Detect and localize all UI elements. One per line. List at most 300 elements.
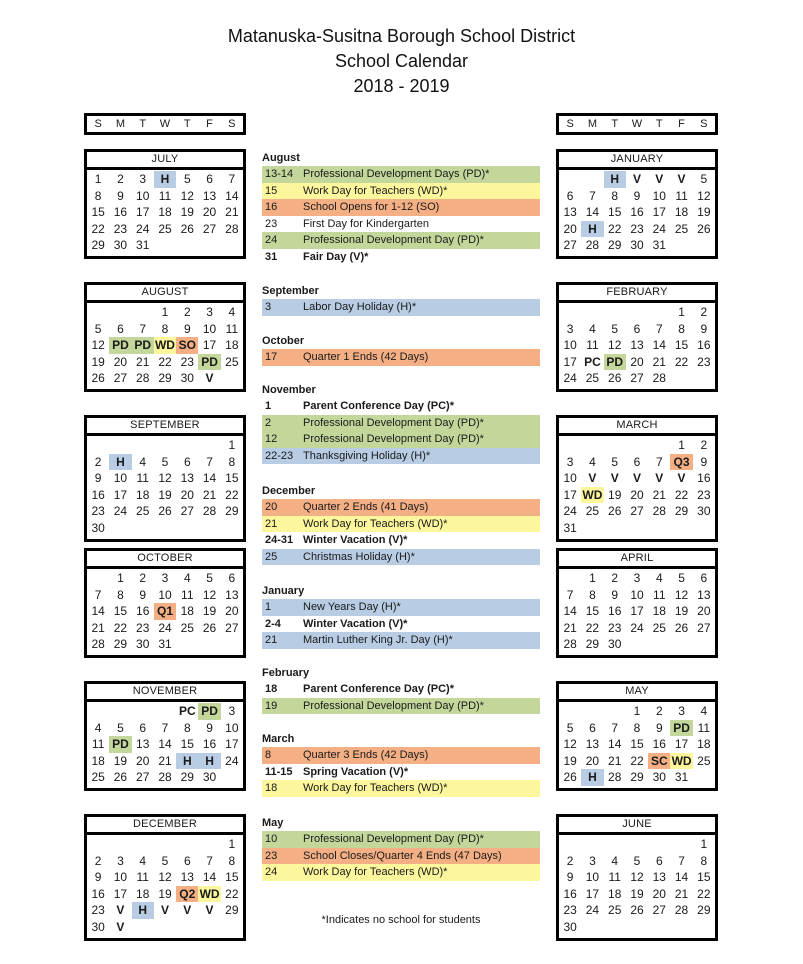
event-row bbox=[262, 199, 540, 216]
day-cell: 28 bbox=[652, 371, 666, 386]
day-cell: 20 bbox=[563, 221, 577, 236]
event-description: First Day for Kindergarten bbox=[303, 217, 429, 230]
day-cell: 18 bbox=[136, 487, 150, 502]
day-cell: 21 bbox=[202, 487, 217, 502]
event-row bbox=[262, 532, 540, 549]
day-cell bbox=[154, 919, 176, 936]
event-date: 1 bbox=[265, 601, 272, 613]
weekday-label: T bbox=[139, 118, 147, 130]
day-cell: 20 bbox=[136, 753, 150, 768]
day-cell: 29 bbox=[608, 238, 622, 253]
day-cell: 4 bbox=[228, 305, 236, 319]
day-grid bbox=[559, 303, 715, 389]
event-date: 3 bbox=[265, 301, 272, 313]
month-name: NOVEMBER bbox=[87, 684, 243, 702]
event-month-heading: December bbox=[262, 485, 316, 497]
day-cell: 9 bbox=[94, 870, 102, 885]
weekday-header-right bbox=[556, 113, 718, 135]
day-cell: 2 bbox=[117, 172, 124, 186]
day-cell: 7 bbox=[611, 720, 619, 735]
day-cell: 2 bbox=[94, 454, 102, 469]
day-cell: 9 bbox=[700, 321, 708, 336]
month-name: JUNE bbox=[559, 817, 715, 835]
event-description: Christmas Holiday (H)* bbox=[303, 550, 415, 563]
day-cell: 19 bbox=[563, 753, 577, 768]
day-cell bbox=[154, 703, 176, 720]
day-cell: 2 bbox=[183, 305, 191, 319]
day-cell: 27 bbox=[652, 903, 666, 918]
day-cell: 24 bbox=[158, 620, 172, 635]
day-cell: 1 bbox=[678, 305, 685, 319]
day-cell bbox=[648, 520, 670, 537]
day-cell: 6 bbox=[183, 853, 191, 868]
day-cell: 2 bbox=[700, 438, 708, 452]
event-group-september bbox=[262, 283, 540, 316]
day-cell: 31 bbox=[652, 238, 666, 253]
day-cell: V bbox=[116, 919, 125, 934]
day-cell bbox=[109, 437, 131, 454]
day-cell: 3 bbox=[566, 321, 574, 336]
day-cell: 14 bbox=[91, 604, 105, 619]
day-cell: 3 bbox=[589, 853, 596, 868]
day-cell: 16 bbox=[630, 205, 644, 220]
day-cell: 14 bbox=[158, 737, 172, 752]
day-cell: 5 bbox=[611, 454, 619, 469]
day-cell bbox=[154, 237, 176, 254]
day-cell: 19 bbox=[630, 886, 644, 901]
day-cell: 22 bbox=[674, 354, 689, 369]
day-cell bbox=[648, 304, 670, 321]
day-cell bbox=[604, 703, 626, 720]
day-cell: 3 bbox=[206, 305, 213, 319]
day-cell: 14 bbox=[563, 604, 577, 619]
day-cell bbox=[648, 636, 670, 653]
day-cell: 16 bbox=[608, 604, 622, 619]
day-cell bbox=[132, 703, 154, 720]
day-cell bbox=[176, 520, 198, 537]
day-cell bbox=[221, 520, 243, 537]
day-cell: 4 bbox=[655, 571, 663, 585]
day-cell: PD bbox=[132, 337, 154, 354]
day-cell: 22 bbox=[158, 354, 172, 369]
day-cell: 26 bbox=[563, 770, 577, 785]
day-cell: 15 bbox=[225, 471, 239, 486]
day-cell: 25 bbox=[697, 753, 711, 768]
weekday-label: S bbox=[566, 118, 574, 130]
day-cell bbox=[581, 703, 603, 720]
day-cell: 1 bbox=[633, 704, 641, 718]
day-cell bbox=[559, 836, 581, 853]
day-cell: 4 bbox=[589, 454, 596, 469]
day-cell: 5 bbox=[678, 571, 685, 585]
day-cell: 29 bbox=[697, 903, 711, 918]
day-cell: 17 bbox=[113, 487, 128, 502]
day-cell: 28 bbox=[158, 770, 172, 785]
day-cell: 7 bbox=[589, 188, 596, 203]
day-cell: 23 bbox=[630, 221, 644, 236]
weekday-label: S bbox=[700, 118, 708, 130]
day-cell: 14 bbox=[608, 737, 622, 752]
month-name: MARCH bbox=[559, 418, 715, 436]
day-cell bbox=[559, 171, 581, 188]
day-cell: 30 bbox=[136, 637, 150, 652]
day-cell bbox=[626, 919, 648, 936]
day-cell: 12 bbox=[158, 471, 172, 486]
day-cell: 30 bbox=[91, 919, 105, 934]
event-date: 21 bbox=[265, 634, 278, 646]
day-cell: 12 bbox=[563, 737, 577, 752]
day-cell: 9 bbox=[183, 321, 191, 336]
day-cell: 27 bbox=[202, 221, 217, 236]
event-row bbox=[262, 599, 540, 616]
day-cell: PD bbox=[198, 703, 220, 720]
weekday-label: S bbox=[228, 118, 236, 130]
day-cell: WD bbox=[582, 487, 603, 502]
day-cell: 10 bbox=[652, 188, 666, 203]
day-cell: 1 bbox=[117, 571, 124, 585]
day-cell: 18 bbox=[91, 753, 105, 768]
event-row bbox=[262, 448, 540, 465]
day-cell bbox=[626, 437, 648, 454]
day-cell: 26 bbox=[608, 504, 622, 519]
day-cell: 29 bbox=[630, 770, 644, 785]
day-cell: 1 bbox=[94, 172, 102, 186]
event-group-march bbox=[262, 731, 540, 797]
event-date: 20 bbox=[265, 501, 278, 513]
day-cell: 30 bbox=[180, 371, 194, 386]
day-cell: 12 bbox=[91, 338, 105, 353]
day-cell: 3 bbox=[139, 172, 147, 186]
day-cell: 22 bbox=[674, 487, 689, 502]
day-cell: 15 bbox=[630, 737, 644, 752]
day-cell bbox=[670, 919, 692, 936]
day-cell bbox=[176, 237, 198, 254]
event-description: Quarter 1 Ends (42 Days) bbox=[303, 351, 429, 363]
day-cell: 29 bbox=[180, 770, 194, 785]
day-cell: 14 bbox=[202, 870, 217, 885]
day-cell: 28 bbox=[674, 903, 689, 918]
event-month-heading: September bbox=[262, 285, 319, 297]
month-name: AUGUST bbox=[87, 285, 243, 303]
event-date: 10 bbox=[265, 833, 278, 845]
event-month-heading: March bbox=[262, 733, 295, 745]
day-cell: 15 bbox=[608, 205, 622, 220]
day-cell bbox=[132, 520, 154, 537]
day-cell: 6 bbox=[183, 454, 191, 469]
day-cell: 15 bbox=[674, 338, 689, 353]
day-cell: 26 bbox=[608, 371, 622, 386]
day-grid bbox=[87, 835, 243, 938]
day-cell: 28 bbox=[136, 371, 150, 386]
day-cell: 4 bbox=[139, 454, 147, 469]
day-cell: 20 bbox=[630, 354, 644, 369]
day-cell: 6 bbox=[633, 321, 641, 336]
day-cell: 26 bbox=[697, 221, 711, 236]
day-cell: 29 bbox=[674, 504, 689, 519]
day-cell bbox=[670, 520, 692, 537]
month-calendar-december bbox=[84, 814, 246, 941]
event-month-heading: October bbox=[262, 335, 305, 347]
day-cell: 30 bbox=[91, 520, 105, 535]
event-date: 19 bbox=[265, 699, 278, 712]
day-cell: 11 bbox=[225, 321, 239, 336]
day-cell: 20 bbox=[630, 487, 644, 502]
day-cell: PC bbox=[178, 704, 196, 718]
day-cell: 12 bbox=[158, 870, 172, 885]
day-cell: 28 bbox=[91, 637, 105, 652]
day-cell bbox=[581, 919, 603, 936]
event-date: 31 bbox=[265, 250, 278, 263]
day-cell: 25 bbox=[674, 221, 689, 236]
event-date: 18 bbox=[265, 683, 278, 695]
month-calendar-may bbox=[556, 681, 718, 791]
day-cell: 24 bbox=[563, 504, 577, 519]
event-month-heading: November bbox=[262, 384, 316, 396]
event-row bbox=[262, 299, 540, 316]
day-cell: 13 bbox=[225, 587, 239, 602]
day-cell: V bbox=[160, 903, 169, 918]
day-cell: 31 bbox=[136, 238, 150, 253]
day-cell: 26 bbox=[630, 903, 644, 918]
event-date: 24 bbox=[265, 234, 278, 246]
day-cell: V bbox=[588, 471, 597, 486]
day-cell: 6 bbox=[566, 188, 574, 203]
event-description: Thanksgiving Holiday (H)* bbox=[303, 449, 431, 462]
day-cell bbox=[604, 520, 626, 537]
day-cell bbox=[198, 836, 220, 853]
day-cell: 17 bbox=[113, 886, 128, 901]
day-cell: 11 bbox=[608, 870, 621, 885]
month-calendar-june bbox=[556, 814, 718, 941]
event-row bbox=[262, 698, 540, 715]
event-date: 21 bbox=[265, 517, 278, 530]
day-cell: 10 bbox=[113, 471, 128, 486]
event-date: 11-15 bbox=[265, 765, 293, 778]
day-cell bbox=[198, 237, 220, 254]
day-cell bbox=[176, 636, 198, 653]
day-cell: 8 bbox=[117, 587, 124, 602]
event-description: Work Day for Teachers (WD)* bbox=[303, 517, 448, 530]
day-cell: 3 bbox=[633, 571, 641, 585]
day-cell: 7 bbox=[206, 853, 213, 868]
school-year: 2018 - 2019 bbox=[353, 76, 450, 96]
day-cell bbox=[648, 836, 670, 853]
event-description: Professional Development Day (PD)* bbox=[303, 433, 484, 445]
month-calendar-january bbox=[556, 149, 718, 259]
day-cell: 10 bbox=[113, 870, 128, 885]
day-cell: V bbox=[632, 471, 641, 486]
day-cell bbox=[581, 437, 603, 454]
event-row bbox=[262, 216, 540, 233]
day-cell: 7 bbox=[228, 172, 236, 186]
day-cell: 10 bbox=[158, 587, 172, 602]
day-cell: 7 bbox=[139, 321, 147, 336]
day-cell: 21 bbox=[652, 487, 666, 502]
day-cell bbox=[581, 304, 603, 321]
day-cell: 21 bbox=[225, 205, 239, 220]
event-date: 24 bbox=[265, 866, 278, 878]
day-cell: 4 bbox=[94, 720, 102, 735]
day-cell: H bbox=[198, 753, 220, 770]
weekday-label: T bbox=[655, 118, 663, 130]
footnote: *Indicates no school for students bbox=[321, 914, 481, 926]
day-cell: 19 bbox=[697, 205, 711, 220]
day-cell: 22 bbox=[91, 221, 105, 236]
day-cell bbox=[604, 919, 626, 936]
day-cell: 27 bbox=[697, 620, 711, 635]
event-date: 23 bbox=[265, 849, 278, 862]
day-cell: 18 bbox=[674, 205, 689, 220]
day-cell: 1 bbox=[678, 438, 685, 452]
day-cell: 31 bbox=[674, 770, 689, 785]
weekday-header-left bbox=[84, 113, 246, 135]
day-cell: 9 bbox=[94, 471, 102, 486]
day-cell: 24 bbox=[563, 371, 577, 386]
day-cell bbox=[693, 520, 715, 537]
day-cell: 4 bbox=[589, 321, 596, 336]
day-cell bbox=[581, 171, 603, 188]
day-cell bbox=[626, 636, 648, 653]
day-cell: 1 bbox=[228, 837, 236, 851]
day-cell: 13 bbox=[136, 737, 150, 752]
day-cell: 9 bbox=[700, 454, 708, 469]
day-cell: 8 bbox=[228, 853, 236, 868]
weekday-label: S bbox=[94, 118, 102, 130]
day-cell: 18 bbox=[180, 604, 194, 619]
event-date: 23 bbox=[265, 217, 278, 230]
day-cell bbox=[221, 919, 243, 936]
day-cell: 3 bbox=[161, 571, 169, 585]
day-cell: 18 bbox=[136, 886, 150, 901]
month-calendar-august bbox=[84, 282, 246, 392]
day-cell: 6 bbox=[700, 571, 708, 585]
event-row bbox=[262, 848, 540, 865]
day-cell: 6 bbox=[655, 853, 663, 868]
day-cell: 26 bbox=[674, 620, 689, 635]
event-month-heading: May bbox=[262, 817, 284, 829]
day-cell bbox=[581, 836, 603, 853]
event-row bbox=[262, 415, 540, 432]
day-cell bbox=[626, 520, 648, 537]
day-cell: 23 bbox=[608, 620, 622, 635]
day-cell: 10 bbox=[225, 720, 239, 735]
day-cell bbox=[221, 370, 243, 387]
day-cell: 23 bbox=[697, 354, 711, 369]
day-cell: 6 bbox=[589, 720, 596, 735]
event-group-november bbox=[262, 382, 540, 464]
day-cell: 8 bbox=[611, 188, 619, 203]
month-name: FEBRUARY bbox=[559, 285, 715, 303]
day-cell: 10 bbox=[563, 471, 577, 486]
day-cell: H bbox=[132, 902, 154, 919]
day-cell: SO bbox=[176, 337, 198, 354]
day-cell: 24 bbox=[585, 903, 600, 918]
day-cell: 29 bbox=[113, 637, 128, 652]
day-cell: PD bbox=[604, 354, 626, 371]
event-row bbox=[262, 349, 540, 366]
weekday-label: M bbox=[115, 118, 125, 130]
day-cell: 11 bbox=[653, 587, 666, 602]
day-cell: V bbox=[677, 172, 686, 186]
day-cell bbox=[198, 919, 220, 936]
day-cell: 25 bbox=[585, 504, 600, 519]
day-cell bbox=[87, 570, 109, 587]
day-cell: 4 bbox=[700, 704, 708, 718]
day-cell bbox=[604, 437, 626, 454]
day-cell: V bbox=[205, 371, 214, 386]
weekday-label: M bbox=[587, 118, 597, 130]
day-cell: 9 bbox=[611, 587, 619, 602]
day-cell: 6 bbox=[117, 321, 124, 336]
event-description: Work Day for Teachers (WD)* bbox=[303, 184, 448, 197]
event-description: Quarter 3 Ends (42 Days) bbox=[303, 749, 429, 761]
event-month-heading: August bbox=[262, 152, 300, 164]
month-name: OCTOBER bbox=[87, 551, 243, 569]
event-group-august bbox=[262, 150, 540, 265]
weekday-label: W bbox=[631, 118, 643, 130]
day-cell: V bbox=[183, 903, 192, 918]
month-calendar-november bbox=[84, 681, 246, 791]
day-cell: 8 bbox=[161, 321, 169, 336]
day-grid bbox=[87, 303, 243, 389]
event-description: Spring Vacation (V)* bbox=[303, 765, 409, 778]
day-cell: 17 bbox=[630, 604, 644, 619]
day-cell: H bbox=[154, 171, 176, 188]
day-cell: 20 bbox=[697, 604, 711, 619]
day-cell: V bbox=[655, 471, 664, 486]
day-grid bbox=[559, 170, 715, 256]
day-cell: 26 bbox=[91, 371, 105, 386]
day-cell: 28 bbox=[585, 238, 600, 253]
event-date: 15 bbox=[265, 184, 278, 197]
day-grid bbox=[87, 436, 243, 539]
event-date: 16 bbox=[265, 201, 278, 213]
day-cell: 13 bbox=[180, 870, 194, 885]
event-row bbox=[262, 232, 540, 249]
day-cell: 28 bbox=[652, 504, 666, 519]
day-cell: 19 bbox=[158, 487, 172, 502]
day-cell bbox=[648, 437, 670, 454]
weekday-label: F bbox=[678, 118, 685, 130]
day-cell: 27 bbox=[136, 770, 150, 785]
event-row bbox=[262, 831, 540, 848]
event-month-heading: February bbox=[262, 667, 310, 679]
event-description: Professional Development Day (PD)* bbox=[303, 699, 484, 712]
day-cell: 8 bbox=[678, 321, 685, 336]
month-calendar-july bbox=[84, 149, 246, 259]
day-cell: 31 bbox=[563, 520, 577, 535]
event-row bbox=[262, 747, 540, 764]
day-cell: 23 bbox=[563, 903, 577, 918]
event-group-december bbox=[262, 483, 540, 565]
day-cell: 30 bbox=[113, 238, 128, 253]
event-description: School Closes/Quarter 4 Ends (47 Days) bbox=[303, 849, 502, 862]
day-cell: 16 bbox=[697, 338, 711, 353]
day-cell bbox=[109, 520, 131, 537]
day-cell bbox=[132, 919, 154, 936]
event-group-january bbox=[262, 583, 540, 649]
day-cell: 13 bbox=[585, 737, 600, 752]
weekday-label: T bbox=[183, 118, 191, 130]
day-cell: 5 bbox=[161, 853, 169, 868]
day-cell: 20 bbox=[652, 886, 666, 901]
day-cell: 4 bbox=[139, 853, 147, 868]
day-cell: 9 bbox=[206, 720, 213, 735]
day-cell: 6 bbox=[206, 172, 213, 186]
day-cell: 17 bbox=[202, 338, 217, 353]
day-cell: 30 bbox=[652, 770, 666, 785]
day-cell: 27 bbox=[630, 371, 644, 386]
